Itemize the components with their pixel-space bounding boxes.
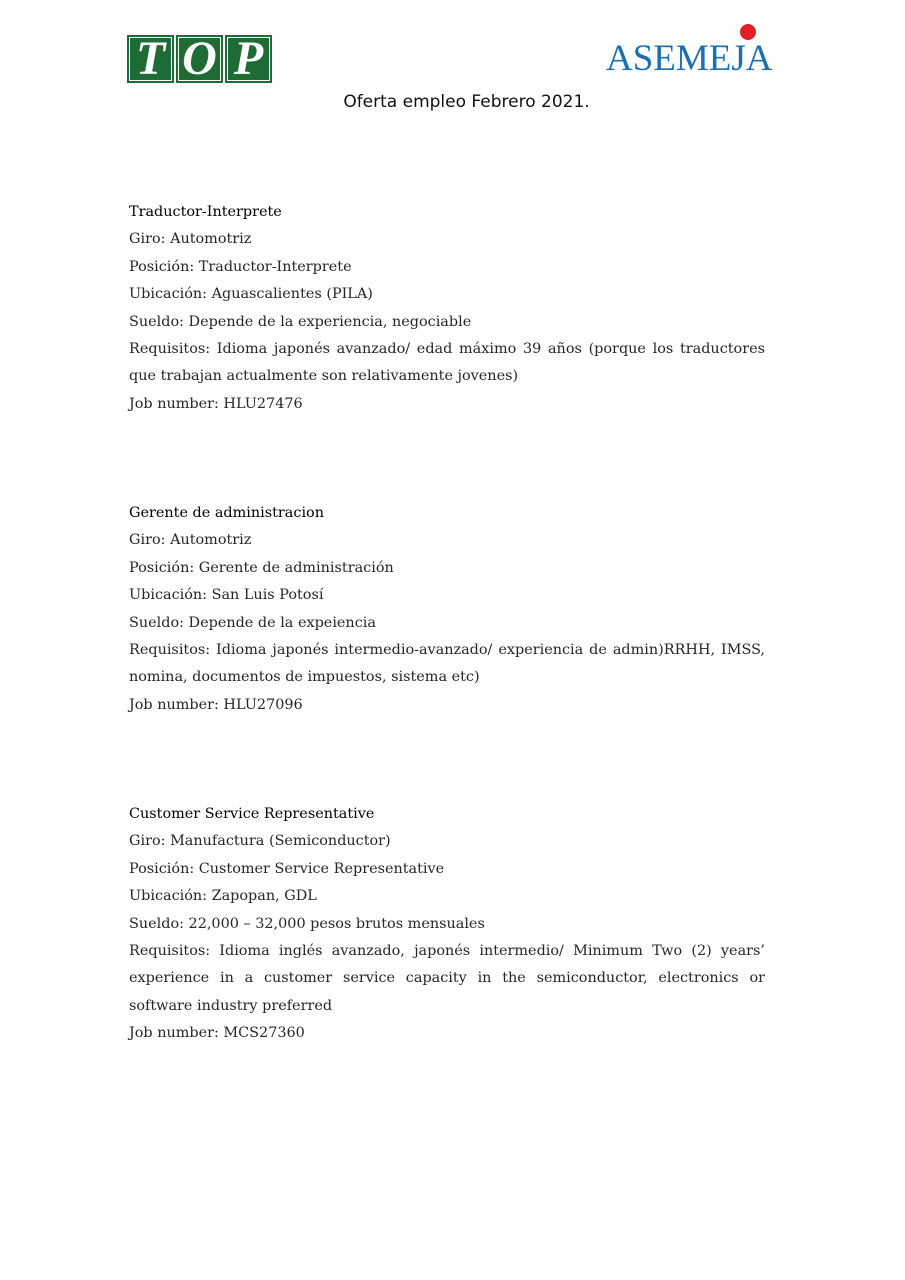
asemeja-logo [606,22,781,86]
job-posting [129,199,765,418]
top-logo [127,32,272,85]
top-logo-letter-o: O [176,35,223,83]
job-sueldo: Sueldo: Depende de la expeiencia [129,614,376,631]
page-title: Oferta empleo Febrero 2021. [343,92,590,112]
top-logo-letter-p: P [225,35,272,83]
job-ubicacion: Ubicación: Aguascalientes (PILA) [129,286,373,303]
job-title: Traductor-Interprete [129,204,282,220]
job-title: Gerente de administracion [129,505,324,521]
job-requisitos: Requisitos: Idioma japonés intermedio-avanzado/ experiencia de admin)RRHH, IMSS, nomina, documentos de impuestos, sistema etc) [129,642,765,686]
job-number: Job number: MCS27360 [129,1025,305,1042]
job-requisitos: Requisitos: Idioma japonés avanzado/ edad máximo 39 años (porque los traductores que trabajan actualmente son relativamente jovenes) [129,341,765,385]
job-posting [129,500,765,719]
job-sueldo: Sueldo: 22,000 – 32,000 pesos brutos mensuales [129,915,485,932]
job-ubicacion: Ubicación: San Luis Potosí [129,587,324,604]
job-giro: Giro: Manufactura (Semiconductor) [129,833,391,850]
job-number: Job number: HLU27476 [129,395,303,412]
job-requisitos: Requisitos: Idioma inglés avanzado, japonés intermedio/ Minimum Two (2) years’ experience in a customer service capacity in the semiconductor, electronics or software industry preferred [129,943,765,1014]
job-sueldo: Sueldo: Depende de la experiencia, negociable [129,313,472,330]
job-giro: Giro: Automotriz [129,532,252,549]
asemeja-logo-text: ASEMEJA [606,38,773,79]
job-posicion: Posición: Traductor-Interprete [129,258,352,275]
job-number: Job number: HLU27096 [129,696,303,713]
job-giro: Giro: Automotriz [129,231,252,248]
job-ubicacion: Ubicación: Zapopan, GDL [129,888,317,905]
job-posting [129,801,765,1048]
job-posicion: Posición: Gerente de administración [129,559,394,576]
job-posicion: Posición: Customer Service Representative [129,860,445,877]
job-title: Customer Service Representative [129,806,375,822]
top-logo-letter-t: T [127,35,174,83]
